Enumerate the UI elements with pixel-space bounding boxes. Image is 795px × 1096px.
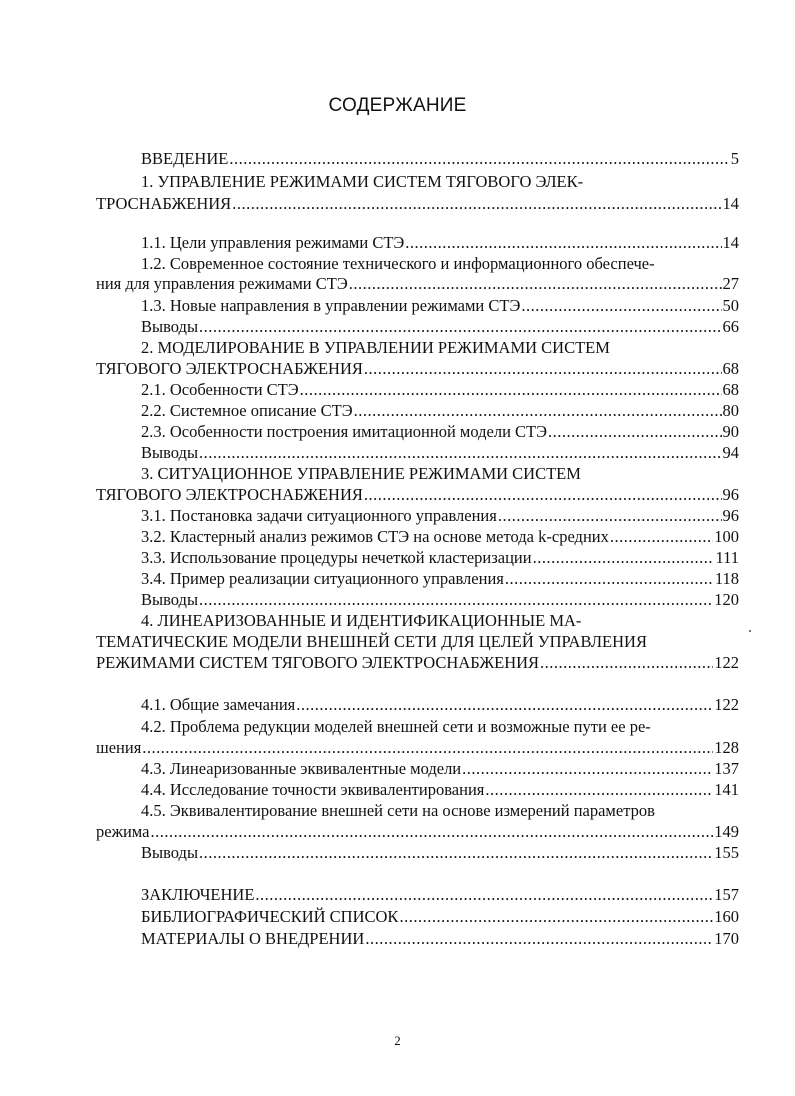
toc-chapter-2 — [96, 358, 739, 380]
dot-leader — [521, 295, 721, 317]
toc-entry-page: 157 — [714, 885, 739, 904]
toc-entry-title: режима — [96, 822, 150, 841]
toc-entry-title: 4.3. Линеаризованные эквивалентные модели — [141, 759, 462, 778]
toc-section-4-3 — [141, 758, 739, 780]
toc-entry-intro — [141, 148, 739, 170]
toc-chapter-3 — [96, 484, 739, 506]
toc-entry-page: 14 — [722, 233, 739, 252]
dot-leader — [199, 442, 721, 464]
toc-entry-page: 128 — [714, 738, 739, 757]
toc-section-4-5-line1: 4.5. Эквивалентирование внешней сети на основе измерений параметров — [141, 801, 655, 820]
toc-entry-page: 68 — [722, 359, 739, 378]
toc-entry-page: 94 — [722, 443, 739, 462]
toc-chapter-1-line1: 1. УПРАВЛЕНИЕ РЕЖИМАМИ СИСТЕМ ТЯГОВОГО ЭЛЕК- — [141, 172, 584, 191]
toc-entry-page: 170 — [714, 929, 739, 948]
toc-section-4-1 — [141, 694, 739, 716]
toc-entry-title: 3.3. Использование процедуры нечеткой кластеризации — [141, 548, 532, 567]
toc-entry-title: БИБЛИОГРАФИЧЕСКИЙ СПИСОК — [141, 907, 399, 926]
toc-entry-page: 50 — [722, 296, 739, 315]
toc-chapter-4 — [96, 652, 739, 674]
toc-chapter-2-line1: 2. МОДЕЛИРОВАНИЕ В УПРАВЛЕНИИ РЕЖИМАМИ СИСТЕМ — [141, 338, 610, 357]
toc-entry-title: ТРОСНАБЖЕНИЯ — [96, 194, 232, 213]
dot-leader — [199, 316, 721, 338]
toc-section-3-4 — [141, 568, 739, 590]
toc-entry-title: ТЯГОВОГО ЭЛЕКТРОСНАБЖЕНИЯ — [96, 359, 363, 378]
toc-entry-page: 14 — [722, 194, 739, 213]
toc-entry-page: 111 — [715, 548, 739, 567]
toc-entry-title: шения — [96, 738, 142, 757]
toc-section-2-1 — [141, 379, 739, 401]
toc-chapter-4-conclusions — [141, 842, 739, 864]
dot-leader — [548, 421, 721, 443]
dot-leader — [150, 821, 713, 843]
toc-entry-bibliography — [141, 906, 739, 928]
toc-entry-page: 118 — [714, 569, 739, 588]
toc-entry-title: 3.1. Постановка задачи ситуационного управления — [141, 506, 497, 525]
toc-entry-page: 120 — [714, 590, 739, 609]
dot-leader — [485, 779, 713, 801]
toc-entry-title: ния для управления режимами СТЭ — [96, 274, 348, 293]
toc-section-3-2 — [141, 526, 739, 548]
toc-entry-title: 1.1. Цели управления режимами СТЭ — [141, 233, 405, 252]
dot-leader — [533, 547, 715, 569]
toc-section-1-1 — [141, 232, 739, 254]
toc-entry-title: 2.2. Системное описание СТЭ — [141, 401, 353, 420]
toc-chapter-4-line2: ТЕМАТИЧЕСКИЕ МОДЕЛИ ВНЕШНЕЙ СЕТИ ДЛЯ ЦЕЛЕЙ УПРАВЛЕНИЯ — [96, 632, 647, 651]
dot-leader — [364, 484, 722, 506]
toc-section-4-5 — [96, 821, 739, 843]
toc-entry-title: Выводы — [141, 317, 199, 336]
dot-leader — [296, 694, 713, 716]
toc-entry-page: 122 — [714, 653, 739, 672]
dot-leader — [364, 358, 722, 380]
toc-entry-page: 137 — [714, 759, 739, 778]
dot-leader — [365, 928, 713, 950]
toc-chapter-3-conclusions — [141, 589, 739, 611]
toc-chapter-4-line1: 4. ЛИНЕАРИЗОВАННЫЕ И ИДЕНТИФИКАЦИОННЫЕ МА- — [141, 611, 582, 630]
toc-entry-title: ЗАКЛЮЧЕНИЕ — [141, 885, 255, 904]
dot-leader — [199, 842, 713, 864]
dot-leader — [199, 589, 713, 611]
toc-section-4-4 — [141, 779, 739, 801]
toc-entry-title: Выводы — [141, 843, 199, 862]
toc-chapter-3-line1: 3. СИТУАЦИОННОЕ УПРАВЛЕНИЕ РЕЖИМАМИ СИСТЕМ — [141, 464, 581, 483]
dot-leader — [142, 737, 713, 759]
toc-entry-page: 122 — [714, 695, 739, 714]
toc-chapter-1-conclusions — [141, 316, 739, 338]
toc-entry-title: ВВЕДЕНИЕ — [141, 149, 229, 168]
toc-section-1-3 — [141, 295, 739, 317]
toc-chapter-2-conclusions — [141, 442, 739, 464]
toc-section-3-1 — [141, 505, 739, 527]
toc-entry-title: 3.4. Пример реализации ситуационного управления — [141, 569, 504, 588]
toc-entry-title: 2.3. Особенности построения имитационной модели СТЭ — [141, 422, 548, 441]
toc-entry-title: 3.2. Кластерный анализ режимов СТЭ на основе метода k-средних — [141, 527, 609, 546]
toc-entry-page: 96 — [722, 485, 739, 504]
dot-leader — [405, 232, 721, 254]
toc-entry-page: 90 — [722, 422, 739, 441]
toc-entry-page: 160 — [714, 907, 739, 926]
dot-leader — [354, 400, 722, 422]
toc-entry-page: 66 — [722, 317, 739, 336]
toc-entry-conclusion — [141, 884, 739, 906]
dot-leader — [462, 758, 713, 780]
toc-section-1-2 — [96, 273, 739, 295]
toc-entry-page: 27 — [722, 274, 739, 293]
toc-entry-title: РЕЖИМАМИ СИСТЕМ ТЯГОВОГО ЭЛЕКТРОСНАБЖЕНИЯ — [96, 653, 540, 672]
dot-leader — [300, 379, 722, 401]
toc-entry-title: Выводы — [141, 590, 199, 609]
toc-chapter-1 — [96, 193, 739, 215]
dot-leader — [498, 505, 722, 527]
toc-section-3-3 — [141, 547, 739, 569]
toc-entry-page: 80 — [722, 401, 739, 420]
toc-entry-title: 1.3. Новые направления в управлении режимами СТЭ — [141, 296, 521, 315]
toc-section-2-3 — [141, 421, 739, 443]
toc-entry-page: 155 — [714, 843, 739, 862]
toc-section-4-2 — [96, 737, 739, 759]
toc-entry-page: 68 — [722, 380, 739, 399]
page-number: 2 — [394, 1033, 401, 1048]
dot-leader — [229, 148, 729, 170]
toc-section-4-2-line1: 4.2. Проблема редукции моделей внешней сети и возможные пути ее ре- — [141, 717, 651, 736]
toc-section-1-2-line1: 1.2. Современное состояние технического и информационного обеспече- — [141, 254, 655, 273]
dot-leader — [610, 526, 713, 548]
toc-entry-page: 100 — [714, 527, 739, 546]
toc-entry-page: 141 — [714, 780, 739, 799]
dot-leader — [255, 884, 713, 906]
toc-entry-title: 2.1. Особенности СТЭ — [141, 380, 299, 399]
toc-entry-page: 5 — [730, 149, 739, 168]
dot-leader — [399, 906, 713, 928]
toc-entry-title: МАТЕРИАЛЫ О ВНЕДРЕНИИ — [141, 929, 365, 948]
dot-leader — [540, 652, 713, 674]
dot-leader — [349, 273, 722, 295]
toc-entry-page: 149 — [714, 822, 739, 841]
toc-entry-title: Выводы — [141, 443, 199, 462]
toc-entry-materials — [141, 928, 739, 950]
toc-section-2-2 — [141, 400, 739, 422]
dot-leader — [505, 568, 714, 590]
toc-entry-title: ТЯГОВОГО ЭЛЕКТРОСНАБЖЕНИЯ — [96, 485, 363, 504]
toc-entry-page: 96 — [722, 506, 739, 525]
toc-entry-title: 4.4. Исследование точности эквивалентирования — [141, 780, 485, 799]
page-title: СОДЕРЖАНИЕ — [328, 95, 467, 116]
scan-speck — [749, 630, 751, 632]
dot-leader — [232, 193, 721, 215]
toc-entry-title: 4.1. Общие замечания — [141, 695, 296, 714]
